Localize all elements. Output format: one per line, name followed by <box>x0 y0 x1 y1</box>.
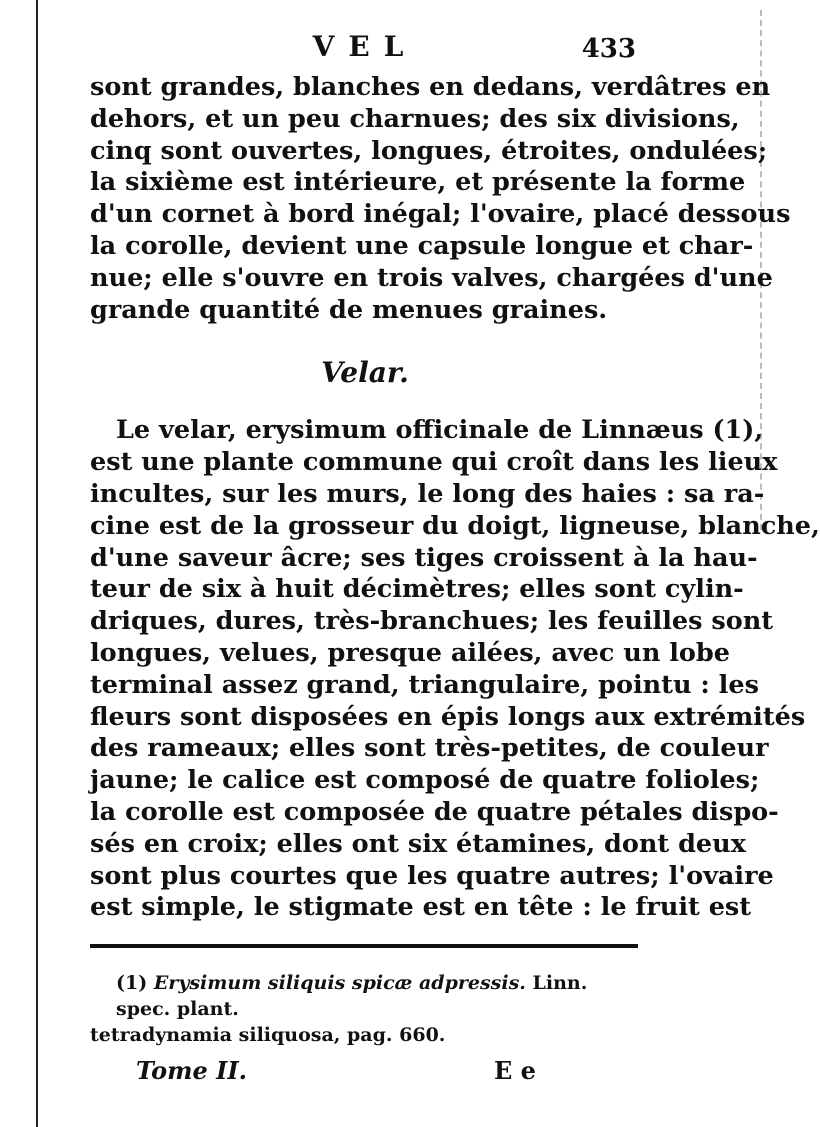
text-line: la corolle, devient une capsule longue et char- <box>90 230 754 261</box>
footnote <box>90 970 640 1048</box>
gathering-mark: E e <box>494 1056 536 1086</box>
text-line: la sixième est intérieure, et présente la forme <box>90 167 746 198</box>
text-line: sont plus courtes que les quatre autres; l'ovaire <box>90 860 774 891</box>
text-line: cinq sont ouvertes, longues, étroites, ondulées; <box>90 135 768 166</box>
page-edge <box>36 0 38 1127</box>
volume-signature: Tome II. <box>136 1056 247 1086</box>
text-line: incultes, sur les murs, le long des haies : sa ra- <box>90 478 765 509</box>
text-line: terminal assez grand, triangulaire, pointu : les <box>90 669 759 700</box>
text-line: sont grandes, blanches en dedans, verdâtres en <box>90 72 771 102</box>
paragraph-main <box>90 415 820 924</box>
footnote-line-2: tetradynamia siliquosa, pag. 660. <box>90 1024 446 1047</box>
section-title: Velar. <box>321 356 409 390</box>
page-number: 433 <box>581 34 636 64</box>
text-line: driques, dures, très-branchues; les feuilles sont <box>90 606 774 637</box>
text-line: d'une saveur âcre; ses tiges croissent à la hau- <box>90 542 758 573</box>
footnote-marker: (1) <box>116 972 148 995</box>
text-line: est simple, le stigmate est en tête : le fruit est <box>90 892 752 923</box>
text-line: cine est de la grosseur du doigt, ligneuse, blanche, <box>90 510 820 541</box>
text-line: est une plante commune qui croît dans les lieux <box>90 447 778 478</box>
running-head <box>90 28 640 68</box>
text-line: sés en croix; elles ont six étamines, dont deux <box>90 828 746 859</box>
text-line: dehors, et un peu charnues; des six divisions, <box>90 103 740 134</box>
text-line: des rameaux; elles sont très-petites, de couleur <box>90 733 769 764</box>
text-line: Le velar, erysimum officinale de Linnæus (1), <box>116 415 764 446</box>
footnote-text-1: Linn. spec. plant. <box>116 972 588 1021</box>
text-line: grande quantité de menues graines. <box>90 294 608 325</box>
text-line: longues, velues, presque ailées, avec un lobe <box>90 637 730 668</box>
paragraph-top <box>90 72 791 326</box>
footnote-rule <box>90 944 638 948</box>
running-head-title: VEL <box>312 30 418 63</box>
signature-line <box>90 1052 640 1092</box>
text-line: fleurs sont disposées en épis longs aux extrémités <box>90 701 806 732</box>
text-line: nue; elle s'ouvre en trois valves, chargées d'une <box>90 262 773 293</box>
text-line: teur de six à huit décimètres; elles sont cylin- <box>90 574 744 605</box>
text-line: la corolle est composée de quatre pétales dispo- <box>90 796 779 827</box>
page-content <box>90 28 820 1092</box>
text-line: jaune; le calice est composé de quatre folioles; <box>90 765 760 796</box>
footnote-line-1 <box>90 970 640 1022</box>
text-line: d'un cornet à bord inégal; l'ovaire, placé dessous <box>90 199 791 230</box>
footnote-italic-text: Erysimum siliquis spicæ adpressis. <box>153 972 526 995</box>
